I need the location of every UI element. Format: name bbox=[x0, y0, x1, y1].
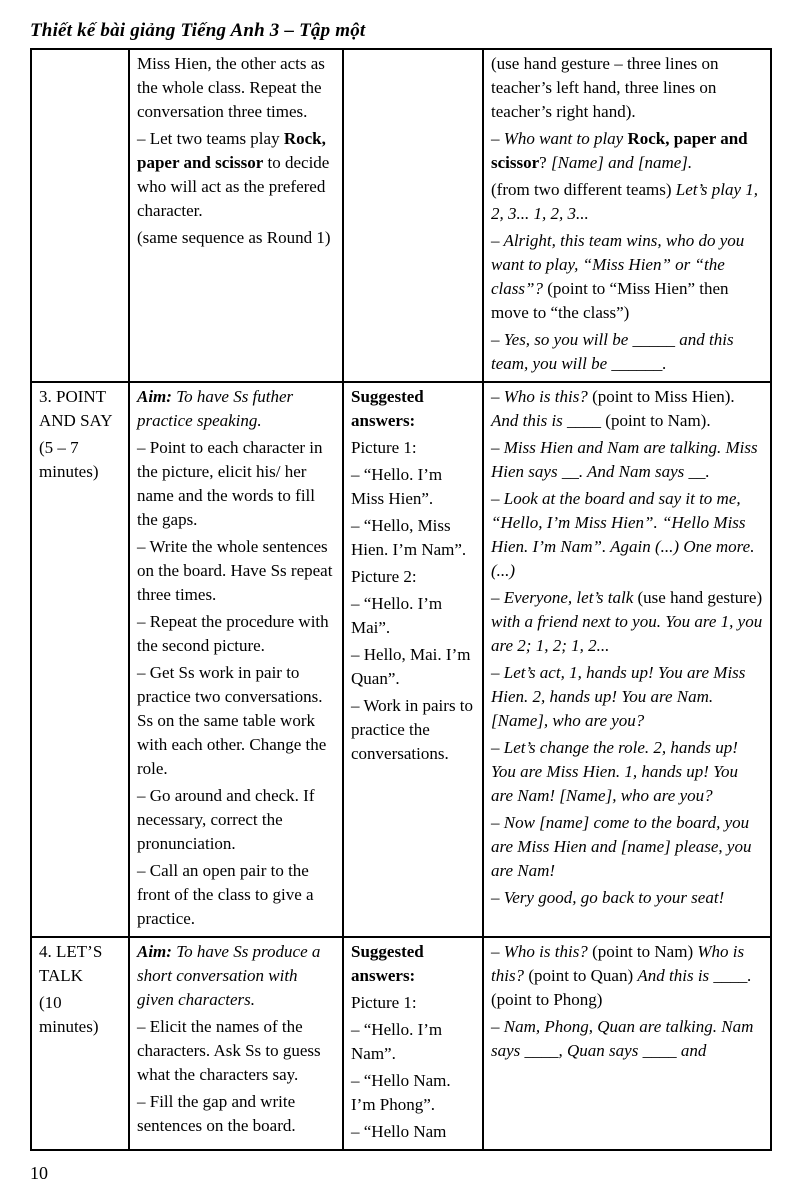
paragraph bbox=[491, 328, 763, 376]
paragraph bbox=[491, 661, 763, 733]
paragraph bbox=[39, 436, 121, 484]
paragraph bbox=[351, 694, 475, 766]
paragraph bbox=[39, 385, 121, 433]
paragraph bbox=[351, 643, 475, 691]
paragraph bbox=[137, 52, 335, 124]
text-segment: (point to Miss Hien). bbox=[592, 387, 735, 406]
paragraph bbox=[137, 226, 335, 250]
text-segment: – “Hello Nam. I’m Phong”. bbox=[351, 1071, 451, 1114]
text-segment: ? bbox=[539, 153, 551, 172]
paragraph bbox=[137, 535, 335, 607]
text-segment: – Look at the board and say it to me, “Hello, I’m Miss Hien”. “Hello Miss Hien. I’m Nam”. Again (...) One more. (...) bbox=[491, 489, 755, 580]
text-segment: Picture 1: bbox=[351, 438, 417, 457]
text-segment: Miss Hien, the other acts as the whole class. Repeat the conversation three times. bbox=[137, 54, 325, 121]
text-segment: – Point to each character in the picture, elicit his/ her name and the words to fill the gaps. bbox=[137, 438, 323, 529]
text-segment: – Yes, so you will be _____ and this team, you will be ______. bbox=[491, 330, 734, 373]
paragraph bbox=[491, 436, 763, 484]
paragraph bbox=[351, 463, 475, 511]
lesson-plan-table bbox=[30, 48, 772, 1151]
text-segment: – Very good, go back to your seat! bbox=[491, 888, 725, 907]
paragraph bbox=[351, 1120, 475, 1144]
table-row bbox=[31, 49, 771, 382]
text-segment: – “Hello Nam bbox=[351, 1122, 447, 1141]
paragraph bbox=[491, 886, 763, 910]
text-segment: to decide who will act as the prefered character. bbox=[137, 153, 330, 220]
table-cell bbox=[129, 937, 343, 1150]
table-cell bbox=[483, 49, 771, 382]
text-segment: with a friend next to you. You are 1, you are 2; 1, 2; 1, 2... bbox=[491, 612, 763, 655]
text-segment: 4. LET’S TALK bbox=[39, 942, 103, 985]
text-segment: (5 – 7 minutes) bbox=[39, 438, 99, 481]
text-segment: – Alright, this team wins, who do you want to play, “Miss Hien” or “the class”? bbox=[491, 231, 745, 298]
paragraph bbox=[137, 1015, 335, 1087]
lesson-table-body bbox=[31, 49, 771, 1150]
text-segment: – Who is this? bbox=[491, 387, 593, 406]
text-segment: – Write the whole sentences on the board. Have Ss repeat three times. bbox=[137, 537, 333, 604]
text-segment: To have Ss futher practice speaking. bbox=[137, 387, 294, 430]
paragraph bbox=[491, 586, 763, 658]
paragraph bbox=[351, 1069, 475, 1117]
text-segment: – “Hello. I’m Nam”. bbox=[351, 1020, 443, 1063]
table-cell bbox=[31, 937, 129, 1150]
paragraph bbox=[351, 565, 475, 589]
paragraph bbox=[351, 1018, 475, 1066]
text-segment: (point to “Miss Hien” then move to “the class”) bbox=[491, 279, 729, 322]
text-segment: – Let’s act, 1, hands up! You are Miss Hien. 2, hands up! You are Nam. [Name], who are you? bbox=[491, 663, 746, 730]
table-cell bbox=[31, 49, 129, 382]
text-segment: Picture 2: bbox=[351, 567, 417, 586]
text-segment: – Fill the gap and write sentences on the board. bbox=[137, 1092, 296, 1135]
text-segment: – Let two teams play bbox=[137, 129, 284, 148]
text-segment: – “Hello. I’m Mai”. bbox=[351, 594, 443, 637]
text-segment: (from two different teams) bbox=[491, 180, 676, 199]
paragraph bbox=[491, 487, 763, 583]
text-segment: (point to Nam) bbox=[592, 942, 698, 961]
paragraph bbox=[491, 127, 763, 175]
paragraph bbox=[137, 661, 335, 781]
paragraph bbox=[137, 610, 335, 658]
text-segment: [Name] and [name]. bbox=[550, 153, 693, 172]
text-segment: Suggested answers: bbox=[351, 942, 424, 985]
paragraph bbox=[491, 385, 763, 433]
table-cell bbox=[343, 49, 483, 382]
text-segment: And this is ____. bbox=[637, 966, 752, 985]
text-segment: Picture 1: bbox=[351, 993, 417, 1012]
table-row bbox=[31, 937, 771, 1150]
text-segment: Aim: bbox=[137, 942, 172, 961]
paragraph bbox=[39, 991, 121, 1039]
text-segment: – Everyone, let’s talk bbox=[491, 588, 638, 607]
text-segment: – Hello, Mai. I’m Quan”. bbox=[351, 645, 471, 688]
paragraph bbox=[137, 127, 335, 223]
paragraph bbox=[491, 1015, 763, 1063]
text-segment: – Miss Hien and Nam are talking. Miss Hien says __. And Nam says __. bbox=[491, 438, 758, 481]
table-cell bbox=[483, 382, 771, 937]
text-segment: (point to Nam). bbox=[605, 411, 711, 430]
paragraph bbox=[137, 1090, 335, 1138]
text-segment: – Get Ss work in pair to practice two conversations. Ss on the same table work with each other. Change the role. bbox=[137, 663, 327, 778]
text-segment: 3. POINT AND SAY bbox=[39, 387, 113, 430]
text-segment: – Repeat the procedure with the second picture. bbox=[137, 612, 329, 655]
paragraph bbox=[137, 385, 335, 433]
text-segment: Aim: bbox=[137, 387, 172, 406]
paragraph bbox=[351, 514, 475, 562]
table-cell bbox=[343, 937, 483, 1150]
paragraph bbox=[491, 178, 763, 226]
paragraph bbox=[137, 784, 335, 856]
text-segment: To have Ss produce a short conversation with given characters. bbox=[137, 942, 321, 1009]
paragraph bbox=[137, 940, 335, 1012]
text-segment: – Let’s change the role. 2, hands up! You are Miss Hien. 1, hands up! You are Nam! [Name], who are you? bbox=[491, 738, 739, 805]
paragraph bbox=[351, 436, 475, 460]
text-segment: – Go around and check. If necessary, correct the pronunciation. bbox=[137, 786, 315, 853]
text-segment: Suggested answers: bbox=[351, 387, 424, 430]
text-segment: – “Hello, Miss Hien. I’m Nam”. bbox=[351, 516, 467, 559]
text-segment: (same sequence as Round 1) bbox=[137, 228, 331, 247]
paragraph bbox=[137, 859, 335, 931]
text-segment: – Call an open pair to the front of the class to give a practice. bbox=[137, 861, 314, 928]
text-segment: – Work in pairs to practice the conversations. bbox=[351, 696, 474, 763]
paragraph bbox=[39, 940, 121, 988]
page-title: Thiết kế bài giảng Tiếng Anh 3 – Tập một bbox=[30, 20, 366, 41]
text-segment: Let’s play 1, 2, 3... 1, 2, 3... bbox=[491, 180, 759, 223]
table-cell bbox=[483, 937, 771, 1150]
paragraph bbox=[137, 436, 335, 532]
page-number: 10 bbox=[30, 1163, 48, 1183]
text-segment: (point to Quan) bbox=[528, 966, 638, 985]
text-segment: (use hand gesture – three lines on teacher’s left hand, three lines on teacher’s right hand). bbox=[491, 54, 719, 121]
paragraph bbox=[491, 940, 763, 1012]
text-segment: Rock, paper and scissor bbox=[137, 129, 326, 172]
text-segment: – Elicit the names of the characters. Ask Ss to guess what the characters say. bbox=[137, 1017, 321, 1084]
paragraph bbox=[351, 991, 475, 1015]
paragraph bbox=[351, 385, 475, 433]
text-segment: (10 minutes) bbox=[39, 993, 99, 1036]
paragraph bbox=[351, 592, 475, 640]
paragraph bbox=[351, 940, 475, 988]
paragraph bbox=[491, 229, 763, 325]
text-segment: – Who is this? bbox=[491, 942, 593, 961]
text-segment: Who is this? bbox=[491, 942, 745, 985]
text-segment: (use hand gesture) bbox=[637, 588, 763, 607]
text-segment: – Now [name] come to the board, you are Miss Hien and [name] please, you are Nam! bbox=[491, 813, 752, 880]
text-segment: – Nam, Phong, Quan are talking. Nam says ____, Quan says ____ and bbox=[491, 1017, 754, 1060]
text-segment: – Who want to play bbox=[491, 129, 628, 148]
table-row bbox=[31, 382, 771, 937]
paragraph bbox=[491, 811, 763, 883]
table-cell bbox=[129, 49, 343, 382]
table-cell bbox=[31, 382, 129, 937]
text-segment: And this is ____ bbox=[491, 411, 606, 430]
table-cell bbox=[129, 382, 343, 937]
text-segment: – “Hello. I’m Miss Hien”. bbox=[351, 465, 443, 508]
document-page bbox=[0, 20, 800, 1183]
paragraph bbox=[491, 736, 763, 808]
text-segment: (point to Phong) bbox=[491, 990, 603, 1009]
paragraph bbox=[491, 52, 763, 124]
text-segment: Rock, paper and scissor bbox=[491, 129, 748, 172]
table-cell bbox=[343, 382, 483, 937]
